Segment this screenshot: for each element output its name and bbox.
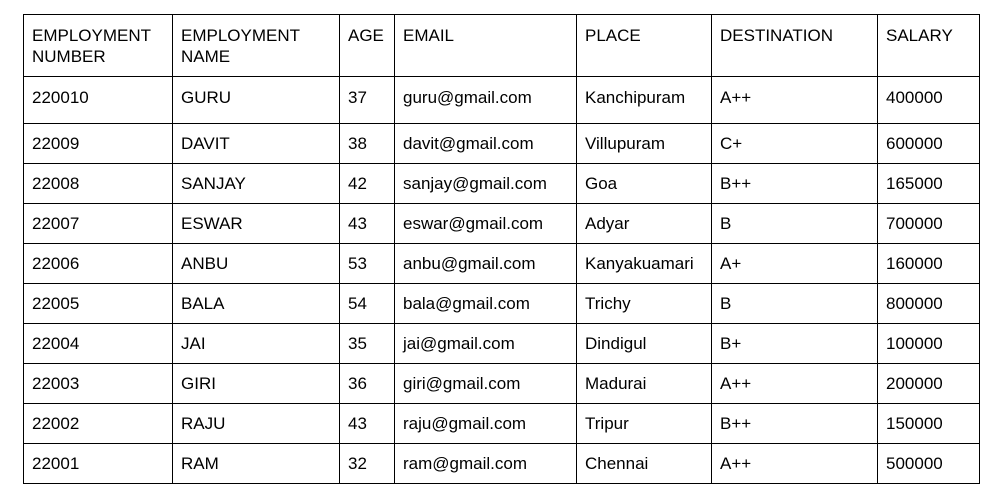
cell-employment-number: 22003 (24, 364, 173, 404)
table-row (24, 124, 980, 164)
header-email: EMAIL (395, 15, 577, 77)
cell-employment-number: 220010 (24, 77, 173, 124)
cell-email: jai@gmail.com (395, 324, 577, 364)
header-place: PLACE (577, 15, 712, 77)
cell-email: raju@gmail.com (395, 404, 577, 444)
cell-destination: B+ (712, 324, 878, 364)
table-row (24, 324, 980, 364)
cell-destination: A++ (712, 444, 878, 484)
cell-age: 42 (340, 164, 395, 204)
header-salary: SALARY (878, 15, 980, 77)
cell-destination: A+ (712, 244, 878, 284)
table-header-row (24, 15, 980, 77)
table-row (24, 204, 980, 244)
cell-destination: A++ (712, 364, 878, 404)
cell-age: 53 (340, 244, 395, 284)
cell-employment-number: 22005 (24, 284, 173, 324)
cell-place: Dindigul (577, 324, 712, 364)
cell-age: 43 (340, 204, 395, 244)
cell-salary: 600000 (878, 124, 980, 164)
cell-email: giri@gmail.com (395, 364, 577, 404)
employee-table-container (23, 14, 979, 484)
cell-email: sanjay@gmail.com (395, 164, 577, 204)
cell-email: eswar@gmail.com (395, 204, 577, 244)
cell-place: Chennai (577, 444, 712, 484)
cell-destination: B++ (712, 404, 878, 444)
cell-age: 43 (340, 404, 395, 444)
cell-employment-name: BALA (173, 284, 340, 324)
cell-age: 38 (340, 124, 395, 164)
cell-employment-name: GURU (173, 77, 340, 124)
cell-employment-number: 22002 (24, 404, 173, 444)
cell-email: davit@gmail.com (395, 124, 577, 164)
cell-salary: 165000 (878, 164, 980, 204)
cell-salary: 500000 (878, 444, 980, 484)
cell-employment-name: DAVIT (173, 124, 340, 164)
cell-employment-number: 22009 (24, 124, 173, 164)
cell-destination: C+ (712, 124, 878, 164)
cell-destination: B (712, 204, 878, 244)
cell-age: 36 (340, 364, 395, 404)
table-row (24, 244, 980, 284)
header-age: AGE (340, 15, 395, 77)
cell-employment-name: RAM (173, 444, 340, 484)
cell-salary: 150000 (878, 404, 980, 444)
cell-employment-name: RAJU (173, 404, 340, 444)
cell-place: Adyar (577, 204, 712, 244)
cell-employment-name: JAI (173, 324, 340, 364)
cell-age: 32 (340, 444, 395, 484)
cell-age: 54 (340, 284, 395, 324)
header-employment-number: EMPLOYMENT NUMBER (24, 15, 173, 77)
cell-employment-name: ANBU (173, 244, 340, 284)
cell-place: Madurai (577, 364, 712, 404)
header-destination: DESTINATION (712, 15, 878, 77)
cell-place: Goa (577, 164, 712, 204)
cell-place: Trichy (577, 284, 712, 324)
table-row (24, 404, 980, 444)
header-employment-name: EMPLOYMENT NAME (173, 15, 340, 77)
cell-salary: 200000 (878, 364, 980, 404)
cell-employment-number: 22007 (24, 204, 173, 244)
cell-employment-name: SANJAY (173, 164, 340, 204)
cell-destination: A++ (712, 77, 878, 124)
cell-employment-name: ESWAR (173, 204, 340, 244)
cell-email: bala@gmail.com (395, 284, 577, 324)
cell-salary: 100000 (878, 324, 980, 364)
cell-place: Kanyakuamari (577, 244, 712, 284)
table-row (24, 77, 980, 124)
cell-age: 37 (340, 77, 395, 124)
cell-destination: B (712, 284, 878, 324)
table-row (24, 444, 980, 484)
cell-email: ram@gmail.com (395, 444, 577, 484)
cell-salary: 700000 (878, 204, 980, 244)
cell-salary: 800000 (878, 284, 980, 324)
cell-employment-number: 22008 (24, 164, 173, 204)
table-row (24, 284, 980, 324)
employee-table (23, 14, 980, 484)
cell-place: Kanchipuram (577, 77, 712, 124)
cell-destination: B++ (712, 164, 878, 204)
table-row (24, 164, 980, 204)
cell-email: anbu@gmail.com (395, 244, 577, 284)
cell-place: Tripur (577, 404, 712, 444)
cell-employment-number: 22006 (24, 244, 173, 284)
cell-salary: 160000 (878, 244, 980, 284)
cell-employment-number: 22001 (24, 444, 173, 484)
cell-employment-name: GIRI (173, 364, 340, 404)
cell-salary: 400000 (878, 77, 980, 124)
cell-age: 35 (340, 324, 395, 364)
cell-employment-number: 22004 (24, 324, 173, 364)
cell-email: guru@gmail.com (395, 77, 577, 124)
table-row (24, 364, 980, 404)
cell-place: Villupuram (577, 124, 712, 164)
